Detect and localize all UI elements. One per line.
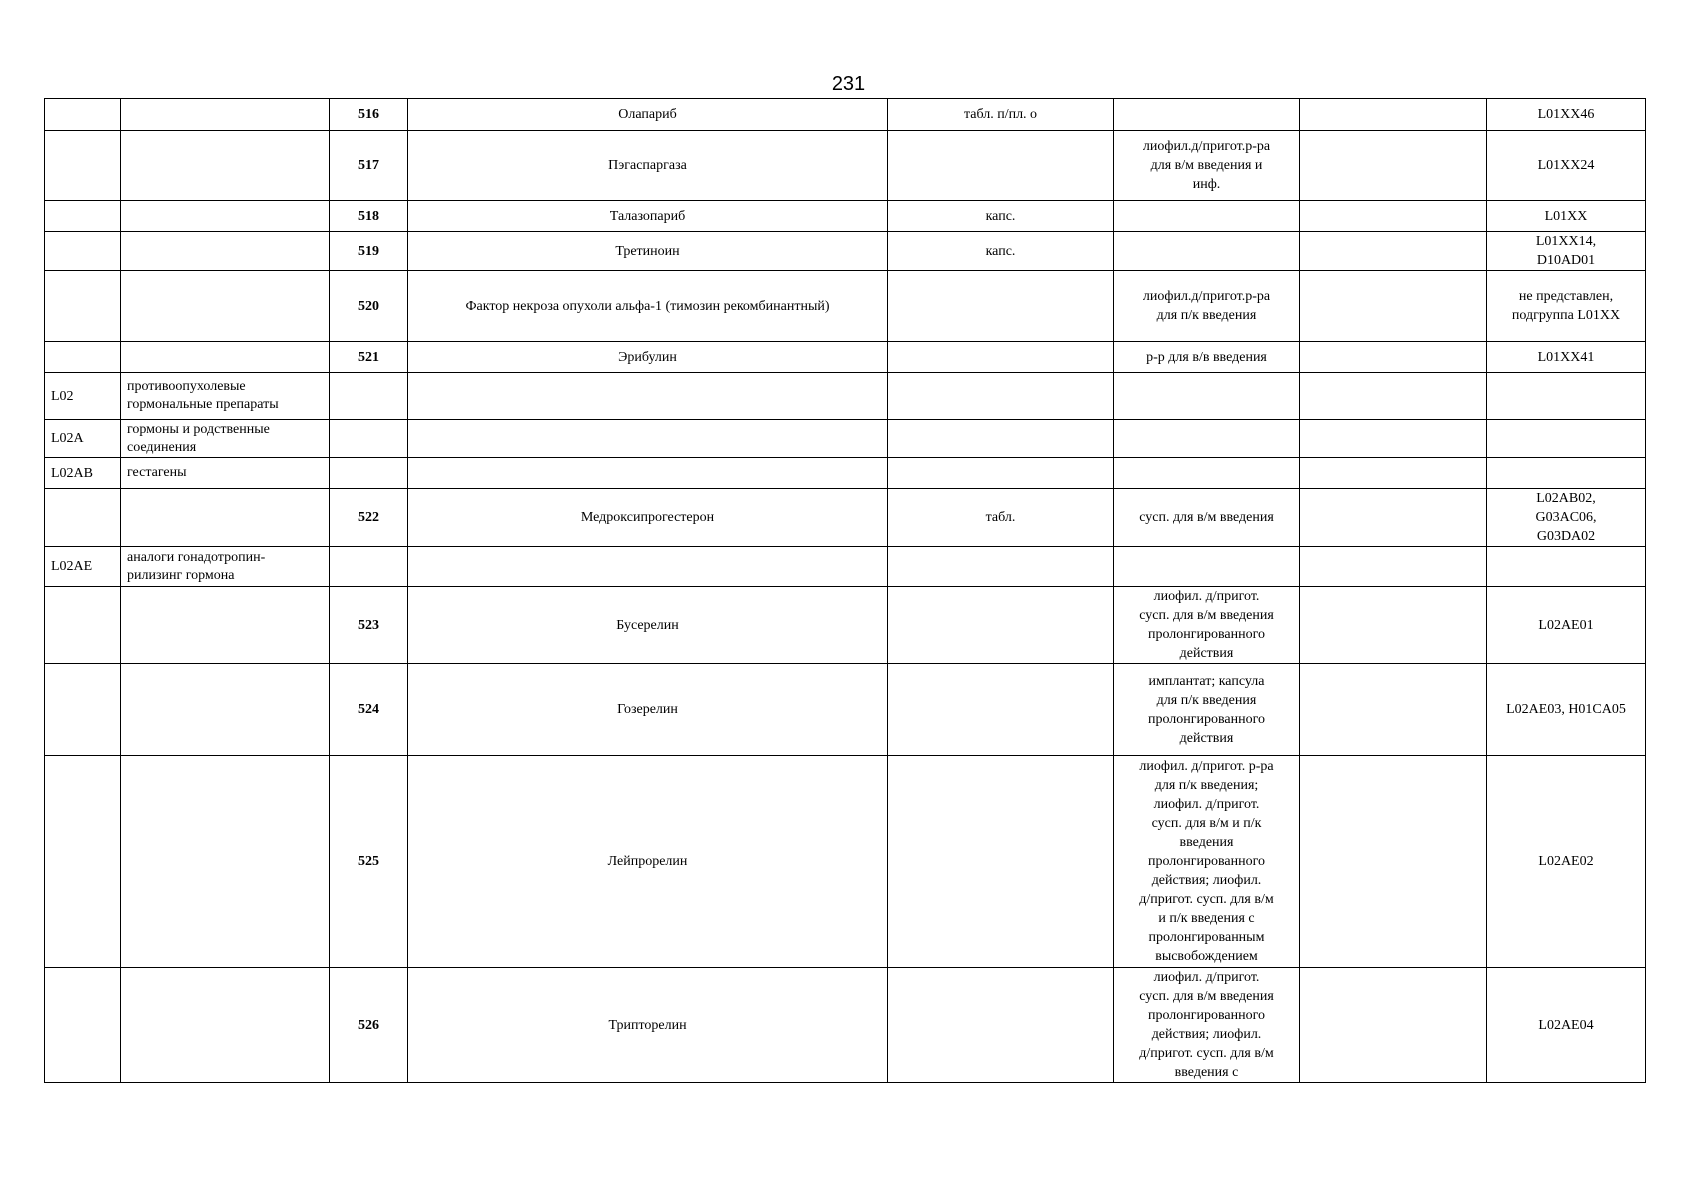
group-name-cell: [121, 201, 330, 232]
empty-cell: [1300, 587, 1487, 664]
group-name-cell: [121, 587, 330, 664]
dosage-form-alt-cell: имплантат; капсула для п/к введения пролонгированного действия: [1114, 664, 1300, 756]
group-name-cell: [121, 968, 330, 1083]
row-number-cell: [330, 373, 408, 420]
drug-table: [44, 98, 1646, 1083]
table-row: [45, 420, 1646, 458]
row-number-cell: 524: [330, 664, 408, 756]
dosage-form-cell: [888, 968, 1114, 1083]
drug-name-cell: Трипторелин: [408, 968, 888, 1083]
group-name-cell: [121, 756, 330, 968]
table-row: [45, 131, 1646, 201]
row-number-cell: 525: [330, 756, 408, 968]
empty-cell: [1300, 420, 1487, 458]
atc-code-cell: L02: [45, 373, 121, 420]
drug-name-cell: Эрибулин: [408, 342, 888, 373]
dosage-form-cell: [888, 342, 1114, 373]
drug-name-cell: [408, 547, 888, 587]
drug-name-cell: Бусерелин: [408, 587, 888, 664]
atc-code-cell: [45, 99, 121, 131]
drug-name-cell: Медроксипрогестерон: [408, 489, 888, 547]
empty-cell: [1300, 131, 1487, 201]
dosage-form-alt-cell: [1114, 420, 1300, 458]
row-number-cell: 516: [330, 99, 408, 131]
row-number-cell: [330, 420, 408, 458]
dosage-form-alt-cell: р-р для в/в введения: [1114, 342, 1300, 373]
atc-ref-cell: L01XX46: [1487, 99, 1646, 131]
empty-cell: [1300, 232, 1487, 271]
row-number-cell: 517: [330, 131, 408, 201]
atc-ref-cell: L02AE03, H01CA05: [1487, 664, 1646, 756]
dosage-form-alt-cell: [1114, 547, 1300, 587]
row-number-cell: 518: [330, 201, 408, 232]
group-name-cell: противоопухолевые гормональные препараты: [121, 373, 330, 420]
table-row: [45, 342, 1646, 373]
row-number-cell: [330, 458, 408, 489]
table-row: [45, 373, 1646, 420]
group-name-cell: [121, 131, 330, 201]
table-row: [45, 99, 1646, 131]
row-number-cell: 522: [330, 489, 408, 547]
row-number-cell: 526: [330, 968, 408, 1083]
dosage-form-cell: табл.: [888, 489, 1114, 547]
atc-ref-cell: L02AE04: [1487, 968, 1646, 1083]
dosage-form-cell: [888, 547, 1114, 587]
dosage-form-alt-cell: лиофил.д/пригот.р-ра для в/м введения и инф.: [1114, 131, 1300, 201]
group-name-cell: [121, 271, 330, 342]
atc-code-cell: [45, 756, 121, 968]
table-row: [45, 547, 1646, 587]
atc-code-cell: [45, 201, 121, 232]
table-body: [45, 99, 1646, 1083]
row-number-cell: 521: [330, 342, 408, 373]
table-row: [45, 664, 1646, 756]
dosage-form-alt-cell: лиофил. д/пригот. р-ра для п/к введения; лиофил. д/пригот. сусп. для в/м и п/к введения пролонгированного действия; лиофил. д/пригот. сусп. для в/м и п/к введения с пролонгированным высвобождением: [1114, 756, 1300, 968]
atc-code-cell: L02AB: [45, 458, 121, 489]
drug-name-cell: Олапариб: [408, 99, 888, 131]
atc-code-cell: [45, 968, 121, 1083]
atc-code-cell: [45, 271, 121, 342]
drug-name-cell: Третиноин: [408, 232, 888, 271]
dosage-form-alt-cell: сусп. для в/м введения: [1114, 489, 1300, 547]
table-row: [45, 489, 1646, 547]
group-name-cell: [121, 342, 330, 373]
table-row: [45, 458, 1646, 489]
atc-code-cell: [45, 587, 121, 664]
group-name-cell: [121, 99, 330, 131]
atc-ref-cell: L02AE02: [1487, 756, 1646, 968]
table-row: [45, 968, 1646, 1083]
atc-ref-cell: L01XX: [1487, 201, 1646, 232]
group-name-cell: [121, 232, 330, 271]
empty-cell: [1300, 756, 1487, 968]
drug-name-cell: Талазопариб: [408, 201, 888, 232]
table-row: [45, 201, 1646, 232]
empty-cell: [1300, 271, 1487, 342]
dosage-form-cell: [888, 587, 1114, 664]
table-row: [45, 756, 1646, 968]
drug-name-cell: Лейпрорелин: [408, 756, 888, 968]
dosage-form-alt-cell: лиофил. д/пригот. сусп. для в/м введения пролонгированного действия: [1114, 587, 1300, 664]
atc-ref-cell: L02AB02, G03AC06, G03DA02: [1487, 489, 1646, 547]
empty-cell: [1300, 489, 1487, 547]
atc-code-cell: L02A: [45, 420, 121, 458]
group-name-cell: [121, 489, 330, 547]
empty-cell: [1300, 458, 1487, 489]
dosage-form-cell: капс.: [888, 201, 1114, 232]
row-number-cell: 523: [330, 587, 408, 664]
dosage-form-alt-cell: лиофил.д/пригот.р-ра для п/к введения: [1114, 271, 1300, 342]
drug-name-cell: [408, 420, 888, 458]
dosage-form-alt-cell: лиофил. д/пригот. сусп. для в/м введения пролонгированного действия; лиофил. д/пригот. сусп. для в/м введения с: [1114, 968, 1300, 1083]
group-name-cell: [121, 664, 330, 756]
dosage-form-cell: [888, 271, 1114, 342]
drug-name-cell: [408, 373, 888, 420]
table-row: [45, 232, 1646, 271]
dosage-form-alt-cell: [1114, 373, 1300, 420]
dosage-form-cell: [888, 420, 1114, 458]
dosage-form-cell: [888, 131, 1114, 201]
atc-ref-cell: [1487, 420, 1646, 458]
empty-cell: [1300, 547, 1487, 587]
dosage-form-cell: [888, 458, 1114, 489]
atc-ref-cell: L01XX41: [1487, 342, 1646, 373]
empty-cell: [1300, 664, 1487, 756]
dosage-form-alt-cell: [1114, 232, 1300, 271]
group-name-cell: гестагены: [121, 458, 330, 489]
atc-ref-cell: [1487, 547, 1646, 587]
empty-cell: [1300, 373, 1487, 420]
empty-cell: [1300, 968, 1487, 1083]
atc-code-cell: [45, 131, 121, 201]
atc-code-cell: [45, 232, 121, 271]
atc-code-cell: L02AE: [45, 547, 121, 587]
atc-ref-cell: [1487, 373, 1646, 420]
drug-name-cell: Гозерелин: [408, 664, 888, 756]
empty-cell: [1300, 342, 1487, 373]
page-number: 231: [831, 73, 866, 95]
drug-name-cell: [408, 458, 888, 489]
dosage-form-cell: табл. п/пл. о: [888, 99, 1114, 131]
row-number-cell: [330, 547, 408, 587]
dosage-form-alt-cell: [1114, 201, 1300, 232]
dosage-form-cell: [888, 756, 1114, 968]
atc-ref-cell: L02AE01: [1487, 587, 1646, 664]
dosage-form-cell: [888, 373, 1114, 420]
drug-name-cell: Пэгаспаргаза: [408, 131, 888, 201]
dosage-form-cell: капс.: [888, 232, 1114, 271]
atc-code-cell: [45, 342, 121, 373]
atc-ref-cell: L01XX24: [1487, 131, 1646, 201]
dosage-form-alt-cell: [1114, 458, 1300, 489]
group-name-cell: аналоги гонадотропин- рилизинг гормона: [121, 547, 330, 587]
dosage-form-alt-cell: [1114, 99, 1300, 131]
atc-code-cell: [45, 664, 121, 756]
dosage-form-cell: [888, 664, 1114, 756]
atc-ref-cell: [1487, 458, 1646, 489]
drug-name-cell: Фактор некроза опухоли альфа-1 (тимозин рекомбинантный): [408, 271, 888, 342]
group-name-cell: гормоны и родственные соединения: [121, 420, 330, 458]
table-row: [45, 271, 1646, 342]
row-number-cell: 519: [330, 232, 408, 271]
empty-cell: [1300, 99, 1487, 131]
empty-cell: [1300, 201, 1487, 232]
atc-ref-cell: L01XX14, D10AD01: [1487, 232, 1646, 271]
table-row: [45, 587, 1646, 664]
row-number-cell: 520: [330, 271, 408, 342]
atc-code-cell: [45, 489, 121, 547]
atc-ref-cell: не представлен, подгруппа L01XX: [1487, 271, 1646, 342]
